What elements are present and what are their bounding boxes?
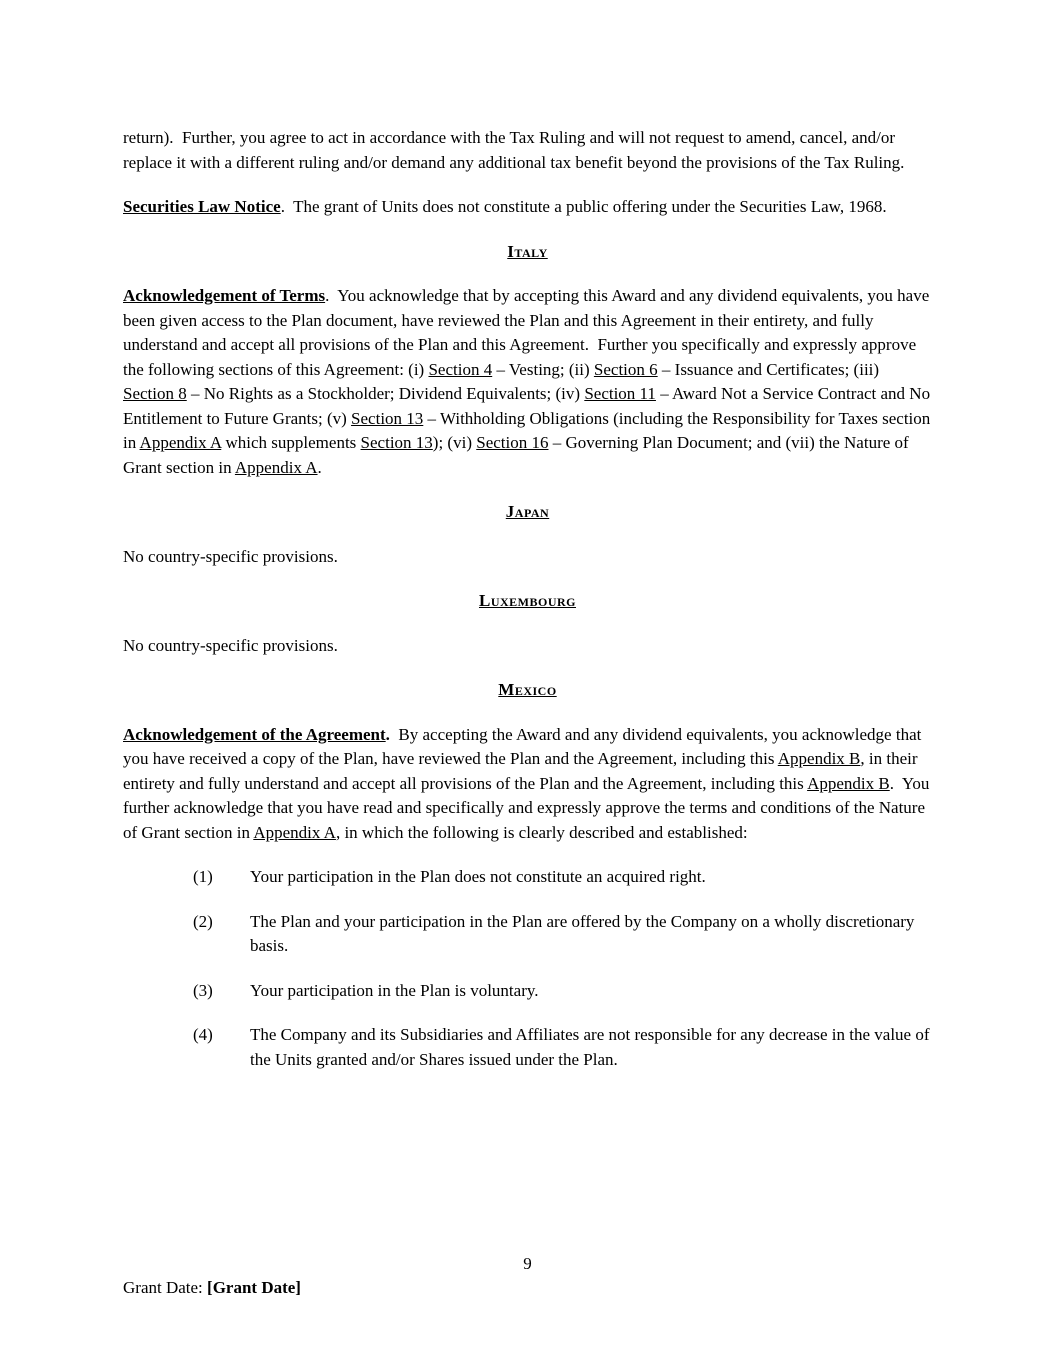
grant-date-value: [Grant Date] <box>207 1278 301 1297</box>
country-heading-japan-label: Japan <box>505 502 550 521</box>
mexico-ack-run-1: By accepting the Award and any dividend equivalents, you acknowledge that you have received a copy of the Plan, have reviewed the Plan and the Agreement, including this <box>123 724 926 768</box>
page-number: 9 <box>523 1254 532 1273</box>
securities-law-notice-lead: Securities Law Notice <box>123 197 281 216</box>
section-16-ref: Section 16 <box>476 433 549 452</box>
italy-ack-run-3: – Issuance and Certificates; (iii) <box>657 359 884 379</box>
section-4-ref: Section 4 <box>428 359 493 379</box>
section-11-ref: Section 11 <box>584 384 656 403</box>
grant-date-label: Grant Date: <box>123 1278 208 1297</box>
list-item-number: (3) <box>193 980 213 1000</box>
italy-ack-run-10: . <box>317 457 322 477</box>
mexico-acknowledgement-lead: Acknowledgement of the Agreement <box>123 724 386 744</box>
section-6-ref: Section 6 <box>593 359 658 379</box>
appendix-a-ref-2: Appendix A <box>234 457 318 477</box>
grant-date-footer <box>123 1276 301 1301</box>
list-item-text: Your participation in the Plan is voluntary. <box>250 980 539 1000</box>
italy-ack-run-8: ); (vi) <box>432 433 477 452</box>
italy-ack-run-7: which supplements <box>221 433 361 452</box>
paragraph-securities-law-notice <box>123 195 932 220</box>
country-heading-japan <box>123 500 932 525</box>
section-8-ref: Section 8 <box>123 384 187 403</box>
italy-ack-run-5: – Award Not a Service Contract and No Entitlement to Future Grants; (v) <box>123 384 935 428</box>
paragraph-italy-acknowledgement <box>123 284 935 480</box>
list-item-number: (4) <box>193 1025 213 1044</box>
list-item-number: (2) <box>193 911 213 931</box>
italy-acknowledgement-lead: Acknowledgement of Terms <box>123 286 326 305</box>
section-13-ref: Section 13 <box>351 408 424 428</box>
list-item-text: Your participation in the Plan does not constitute an acquired right. <box>250 867 706 886</box>
country-heading-luxembourg-label: Luxembourg <box>478 591 576 610</box>
country-heading-mexico-label: Mexico <box>498 680 557 699</box>
list-item <box>123 1023 932 1072</box>
list-item <box>123 979 932 1004</box>
paragraph-tax-ruling <box>123 126 932 175</box>
luxembourg-provisions-text: No country-specific provisions. <box>123 635 338 655</box>
list-item <box>123 910 932 959</box>
paragraph-japan-provisions <box>123 545 932 570</box>
mexico-ack-run-2: , in their entirety and fully understand and accept all provisions of the Plan and the Agreement, including this <box>123 749 922 793</box>
appendix-a-ref: Appendix A <box>139 433 222 452</box>
tax-ruling-text: return). Further, you agree to act in accordance with the Tax Ruling and will not request to amend, cancel, and/or replace it with a different ruling and/or demand any additional tax benefit beyond the provisions of the Tax Ruling. <box>123 128 905 172</box>
securities-law-notice-text: . The grant of Units does not constitute a public offering under the Securities Law, 1968. <box>280 197 887 216</box>
mexico-ack-run-4: , in which the following is clearly described and established: <box>335 822 748 842</box>
country-heading-luxembourg <box>123 589 932 614</box>
appendix-b-ref: Appendix B <box>777 749 861 768</box>
italy-ack-run-2: – Vesting; (ii) <box>492 359 594 379</box>
appendix-b-ref-2: Appendix B <box>807 773 890 793</box>
mexico-ack-run-3: . You further acknowledge that you have read and specifically and expressly approve the terms and conditions of the Nature of Grant section in <box>123 773 934 842</box>
list-item-text: The Company and its Subsidiaries and Affiliates are not responsible for any decrease in the value of the Units granted and/or Shares issued under the Plan. <box>250 1025 934 1069</box>
list-item-text: The Plan and your participation in the Plan are offered by the Company on a wholly discretionary basis. <box>250 911 919 955</box>
mexico-provisions-list <box>123 865 932 1072</box>
list-item-number: (1) <box>193 867 213 886</box>
italy-ack-run-9: – Governing Plan Document; and (vii) the Nature of Grant section in <box>123 433 913 477</box>
appendix-a-ref-3: Appendix A <box>253 822 336 842</box>
italy-ack-run-6: – Withholding Obligations (including the Responsibility for Taxes section in <box>123 408 935 452</box>
list-item <box>123 865 932 890</box>
mexico-acknowledgement-lead-period: . <box>385 724 390 744</box>
country-heading-mexico <box>123 678 932 703</box>
italy-ack-run-4: – No Rights as a Stockholder; Dividend Equivalents; (iv) <box>186 384 585 403</box>
section-13-ref-2: Section 13 <box>360 433 433 452</box>
paragraph-luxembourg-provisions <box>123 634 932 659</box>
italy-ack-run-1: . You acknowledge that by accepting this Award and any dividend equivalents, you have been given access to the Plan document, have reviewed the Plan and this Agreement in their entirety, and fully understand and accept all provisions of the Plan and this Agreement. Further you specifically and expressly approve the following sections of this Agreement: (i) <box>123 286 934 379</box>
country-heading-italy-label: Italy <box>507 241 548 261</box>
paragraph-mexico-acknowledgement <box>123 723 932 846</box>
japan-provisions-text: No country-specific provisions. <box>123 546 338 566</box>
country-heading-italy <box>123 240 932 265</box>
